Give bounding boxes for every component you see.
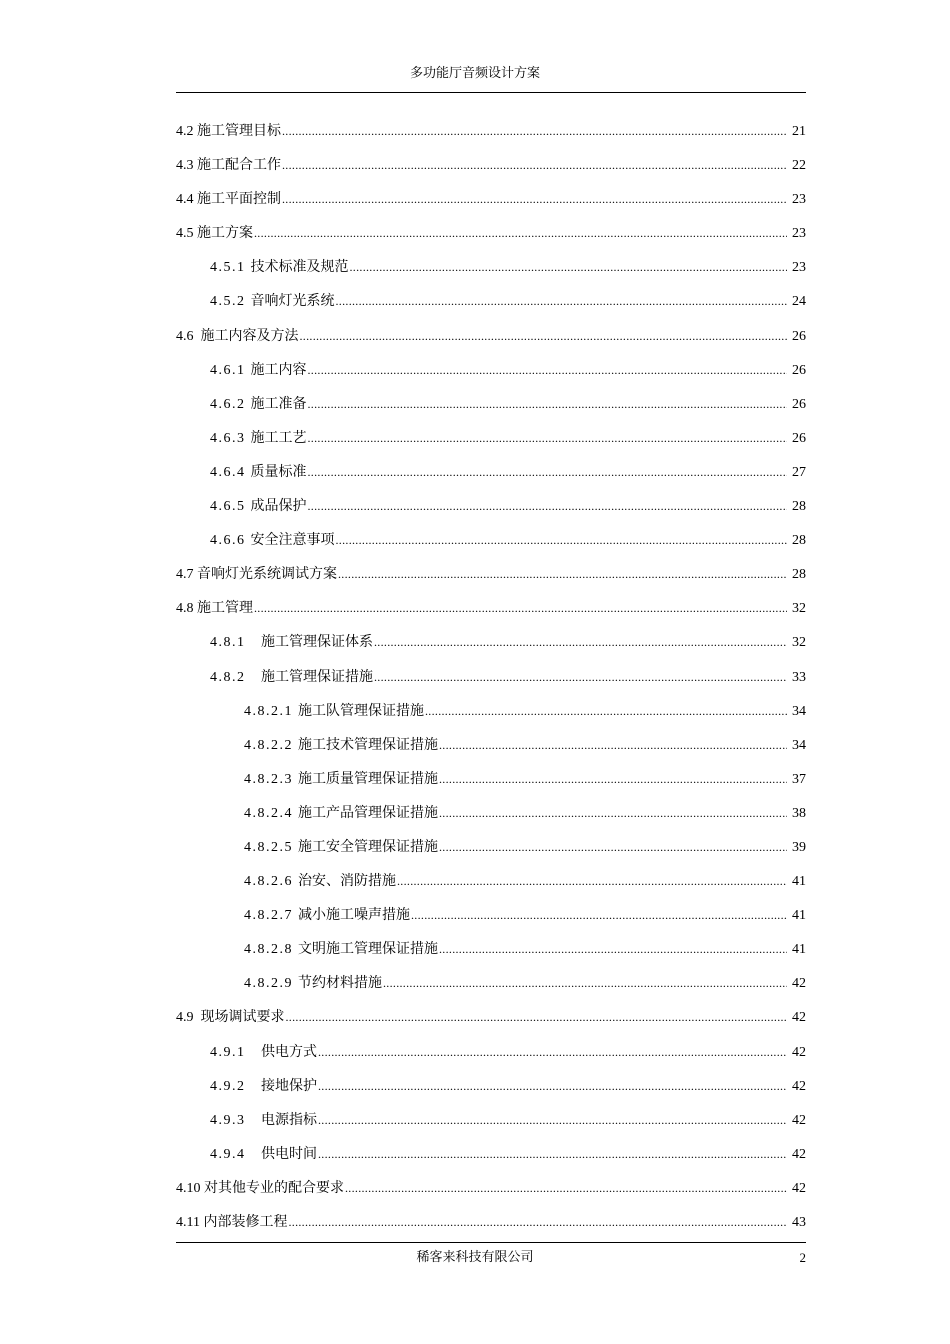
toc-dot-leader (397, 869, 787, 893)
toc-entry[interactable] (176, 767, 806, 801)
toc-entry-page: 38 (792, 805, 806, 821)
toc-entry-number: 4.5.2 (210, 294, 251, 310)
toc-entry-number: 4.8.2.8 (244, 942, 298, 958)
toc-dot-leader (318, 1074, 787, 1098)
toc-dot-leader (282, 119, 787, 143)
toc-entry-title: 施工产品管理保证措施 (298, 804, 438, 821)
toc-entry-number: 4.9.1 (210, 1044, 261, 1060)
toc-entry-number: 4.10 (176, 1180, 204, 1196)
toc-entry[interactable] (176, 119, 806, 153)
toc-entry[interactable] (176, 869, 806, 903)
toc-dot-leader (308, 426, 788, 450)
toc-entry[interactable] (176, 937, 806, 971)
toc-entry-number: 4.8.2.1 (244, 703, 298, 719)
toc-entry-page: 34 (792, 703, 806, 719)
toc-dot-leader (383, 971, 787, 995)
toc-entry-number: 4.6.5 (210, 499, 251, 515)
toc-dot-leader (288, 1210, 787, 1234)
toc-entry-number: 4.8 (176, 601, 197, 617)
toc-entry-title: 施工平面控制 (197, 191, 281, 208)
toc-entry-number: 4.6.1 (210, 362, 251, 378)
toc-entry[interactable] (176, 596, 806, 630)
toc-entry-number: 4.9.2 (210, 1078, 261, 1094)
toc-entry-number: 4.8.2.9 (244, 976, 298, 992)
toc-entry-page: 42 (792, 1146, 806, 1162)
toc-entry[interactable] (176, 528, 806, 562)
toc-dot-leader (411, 903, 787, 927)
toc-dot-leader (282, 153, 787, 177)
toc-entry[interactable] (176, 187, 806, 221)
toc-entry-page: 28 (792, 533, 806, 549)
toc-entry-number: 4.6 (176, 328, 201, 344)
toc-entry[interactable] (176, 426, 806, 460)
toc-entry-page: 42 (792, 1112, 806, 1128)
toc-entry[interactable] (176, 358, 806, 392)
toc-entry-number: 4.2 (176, 124, 197, 139)
toc-entry-page: 33 (792, 669, 806, 685)
toc-entry[interactable] (176, 392, 806, 426)
toc-entry-title: 安全注意事项 (250, 532, 335, 549)
toc-entry-title: 减小施工噪声措施 (298, 907, 410, 924)
toc-entry-page: 26 (792, 396, 806, 412)
toc-entry-number: 4.6.4 (210, 464, 251, 480)
toc-dot-leader (374, 630, 787, 654)
toc-entry-title: 施工内容及方法 (200, 327, 299, 344)
toc-dot-leader (282, 187, 787, 211)
toc-entry-title: 施工配合工作 (197, 157, 281, 174)
toc-entry-page: 41 (792, 908, 806, 924)
toc-entry[interactable] (176, 971, 806, 1005)
toc-entry-title: 文明施工管理保证措施 (298, 941, 438, 958)
toc-entry-title: 技术标准及规范 (250, 259, 349, 276)
footer-divider (176, 1242, 806, 1243)
toc-entry-page: 37 (792, 771, 806, 787)
toc-entry[interactable] (176, 665, 806, 699)
toc-dot-leader (374, 665, 787, 689)
toc-entry-page: 32 (792, 601, 806, 617)
toc-entry-title: 施工准备 (250, 395, 307, 412)
toc-entry-number: 4.9.4 (210, 1146, 261, 1162)
toc-entry-title: 施工管理目标 (197, 123, 281, 139)
toc-entry-title: 施工安全管理保证措施 (298, 838, 438, 855)
toc-entry-title: 现场调试要求 (200, 1009, 285, 1026)
toc-entry-page: 32 (792, 635, 806, 651)
toc-entry-title: 供电方式 (261, 1043, 317, 1060)
toc-entry-number: 4.8.2.4 (244, 805, 298, 821)
toc-entry-page: 42 (792, 1044, 806, 1060)
toc-entry-page: 42 (792, 1180, 806, 1196)
toc-entry-title: 施工技术管理保证措施 (298, 736, 438, 753)
toc-dot-leader (439, 835, 787, 859)
toc-entry[interactable] (176, 1108, 806, 1142)
toc-entry-number: 4.8.2.7 (244, 908, 298, 924)
toc-dot-leader (308, 494, 788, 518)
toc-entry-page: 27 (792, 464, 806, 480)
toc-entry-page: 23 (792, 260, 806, 276)
toc-entry[interactable] (176, 801, 806, 835)
toc-entry-page: 28 (792, 567, 806, 583)
toc-entry-title: 对其他专业的配合要求 (204, 1179, 344, 1196)
toc-dot-leader (286, 1005, 788, 1029)
page-number: 2 (799, 1250, 806, 1265)
toc-entry-title: 治安、消防措施 (298, 873, 396, 890)
toc-entry-number: 4.8.2 (210, 669, 261, 685)
page-header: 多功能厅音频设计方案 (409, 66, 540, 81)
toc-entry-title: 音响灯光系统 (250, 293, 335, 310)
toc-entry-page: 26 (792, 362, 806, 378)
toc-entry-page: 41 (792, 942, 806, 958)
toc-entry-page: 24 (792, 294, 806, 310)
toc-entry-page: 42 (792, 976, 806, 992)
toc-entry-title: 施工工艺 (250, 429, 307, 446)
toc-dot-leader (308, 358, 788, 382)
toc-dot-leader (338, 562, 787, 586)
toc-entry-page: 23 (792, 226, 806, 242)
toc-entry-number: 4.11 (176, 1215, 204, 1230)
toc-entry[interactable] (176, 289, 806, 323)
footer-company: 稀客来科技有限公司 (416, 1250, 534, 1265)
toc-dot-leader (439, 733, 787, 757)
table-of-contents (176, 119, 806, 1244)
toc-entry-number: 4.5.1 (210, 260, 251, 276)
toc-entry-title: 成品保护 (250, 498, 307, 515)
toc-dot-leader (439, 801, 787, 825)
toc-entry-number: 4.4 (176, 192, 197, 208)
toc-entry-title: 节约材料措施 (298, 975, 382, 992)
toc-dot-leader (318, 1142, 787, 1166)
toc-dot-leader (439, 937, 787, 961)
toc-entry-page: 41 (792, 874, 806, 890)
toc-entry[interactable] (176, 1040, 806, 1074)
toc-dot-leader (345, 1176, 787, 1200)
toc-entry-title: 施工管理保证措施 (261, 668, 373, 685)
toc-entry-title: 施工队管理保证措施 (298, 702, 424, 719)
toc-entry-number: 4.9.3 (210, 1112, 261, 1128)
toc-entry-number: 4.8.1 (210, 635, 261, 651)
toc-dot-leader (425, 699, 787, 723)
toc-dot-leader (318, 1040, 787, 1064)
toc-entry-page: 23 (792, 192, 806, 208)
toc-entry-number: 4.8.2.5 (244, 839, 298, 855)
toc-entry-page: 39 (792, 839, 806, 855)
toc-entry[interactable] (176, 630, 806, 664)
toc-entry[interactable] (176, 255, 806, 289)
toc-entry[interactable] (176, 153, 806, 187)
toc-entry[interactable] (176, 835, 806, 869)
toc-dot-leader (336, 289, 788, 313)
toc-entry-page: 43 (792, 1215, 806, 1230)
toc-entry-number: 4.7 (176, 567, 197, 583)
toc-entry-title: 接地保护 (261, 1077, 317, 1094)
toc-entry[interactable] (176, 1142, 806, 1176)
toc-entry-title: 施工内容 (250, 361, 307, 378)
toc-entry-number: 4.9 (176, 1010, 201, 1026)
toc-entry[interactable] (176, 562, 806, 596)
toc-entry-title: 音响灯光系统调试方案 (197, 566, 337, 583)
toc-entry-title: 电源指标 (261, 1111, 317, 1128)
toc-entry-number: 4.6.6 (210, 533, 251, 549)
toc-entry-page: 22 (792, 158, 806, 174)
toc-entry-title: 质量标准 (250, 463, 307, 480)
toc-entry[interactable] (176, 460, 806, 494)
toc-dot-leader (308, 392, 788, 416)
toc-entry-page: 42 (792, 1010, 806, 1026)
toc-entry-page: 28 (792, 499, 806, 515)
toc-entry-page: 42 (792, 1078, 806, 1094)
toc-dot-leader (336, 528, 788, 552)
toc-entry[interactable] (176, 733, 806, 767)
toc-entry-number: 4.8.2.2 (244, 737, 298, 753)
toc-entry[interactable] (176, 1005, 806, 1039)
toc-entry[interactable] (176, 221, 806, 255)
toc-entry[interactable] (176, 494, 806, 528)
toc-entry[interactable] (176, 1210, 806, 1244)
toc-entry-title: 施工管理 (197, 600, 253, 617)
toc-dot-leader (350, 255, 788, 279)
header-divider (176, 92, 806, 93)
toc-entry-page: 26 (792, 430, 806, 446)
toc-entry[interactable] (176, 1074, 806, 1108)
toc-entry-title: 施工管理保证体系 (261, 634, 373, 651)
toc-entry-page: 21 (792, 124, 806, 139)
toc-dot-leader (254, 221, 787, 245)
toc-dot-leader (300, 324, 788, 348)
toc-entry-number: 4.8.2.6 (244, 874, 298, 890)
toc-entry[interactable] (176, 1176, 806, 1210)
toc-dot-leader (308, 460, 788, 484)
toc-entry-number: 4.5 (176, 226, 197, 242)
toc-entry[interactable] (176, 903, 806, 937)
toc-entry-page: 26 (792, 328, 806, 344)
toc-entry-page: 34 (792, 737, 806, 753)
toc-entry-title: 供电时间 (261, 1145, 317, 1162)
toc-entry-title: 施工质量管理保证措施 (298, 770, 438, 787)
toc-dot-leader (318, 1108, 787, 1132)
toc-entry-title: 施工方案 (197, 225, 253, 242)
toc-entry[interactable] (176, 699, 806, 733)
toc-dot-leader (439, 767, 787, 791)
toc-entry[interactable] (176, 324, 806, 358)
toc-entry-number: 4.3 (176, 158, 197, 174)
toc-entry-number: 4.8.2.3 (244, 771, 298, 787)
toc-entry-number: 4.6.3 (210, 430, 251, 446)
toc-entry-number: 4.6.2 (210, 396, 251, 412)
toc-entry-title: 内部装修工程 (203, 1214, 288, 1230)
toc-dot-leader (254, 596, 787, 620)
